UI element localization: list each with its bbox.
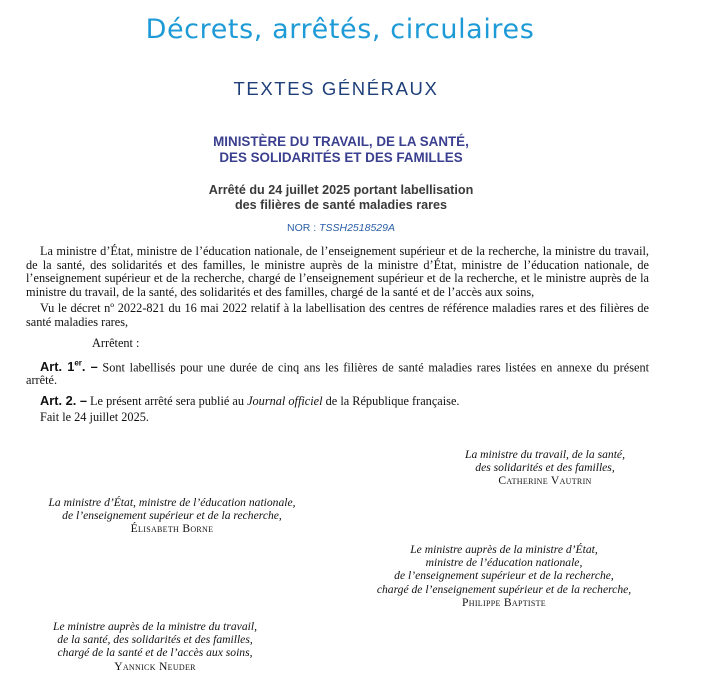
ministry-heading xyxy=(0,134,682,166)
nor-code: TSSH2518529A xyxy=(319,222,395,234)
arrete-title xyxy=(0,183,682,213)
ministry-line-2: DES SOLIDARITÉS ET DES FAMILLES xyxy=(219,150,463,165)
nor-label: NOR : xyxy=(287,222,320,234)
signature-role-line: Le ministre auprès de la ministre d’État, xyxy=(410,543,598,556)
arrete-title-line-2: des filières de santé maladies rares xyxy=(234,198,448,212)
article-1-label: Art. 1er. – xyxy=(40,358,98,374)
preamble-paragraph: La ministre d’État, ministre de l’éducation nationale, de l’enseignement supérieur et de la recherche, la ministre du travail, de la santé, des solidarités et des familles, le ministre auprès de la ministre d’État, ministre de l’éducation nationale, de l’enseignement supérieur et de la recherche, chargé de l’enseignement supérieur et de la recherche, et le ministre auprès de la ministre du travail, de la santé, des solidarités et des familles, chargé de la santé et de l’accès aux soins, xyxy=(26,244,649,299)
signature-block-vautrin xyxy=(420,448,670,488)
signature-role-line: chargé de la santé et de l’accès aux soins, xyxy=(57,646,253,660)
signatory-name: Catherine Vautrin xyxy=(498,474,592,488)
signatory-name: Yannick Neuder xyxy=(114,659,196,673)
article-2-label: Art. 2. – xyxy=(40,392,87,408)
signature-role-line: des solidarités et des familles, xyxy=(475,461,615,475)
section-heading: TEXTES GÉNÉRAUX xyxy=(233,78,439,99)
vu-paragraph: Vu le décret nº 2022-821 du 16 mai 2022 relatif à la labellisation des centres de référence maladies rares et des filières de santé maladies rares, xyxy=(26,301,649,329)
arrete-body xyxy=(26,245,649,428)
signature-role-line: de la santé, des solidarités et des familles, xyxy=(57,633,253,647)
signatory-name: Élisabeth Borne xyxy=(130,522,214,536)
signature-block-borne xyxy=(14,496,330,536)
nor-reference xyxy=(0,222,682,234)
signature-role-line: La ministre d’État, ministre de l’éducation nationale, xyxy=(48,496,296,509)
signature-role-line: de l’enseignement supérieur et de la recherche, xyxy=(62,509,282,523)
ministry-line-1: MINISTÈRE DU TRAVAIL, DE LA SANTÉ, xyxy=(213,134,469,149)
arrete-title-line-1: Arrêté du 24 juillet 2025 portant labellisation xyxy=(208,183,474,197)
signatory-name: Philippe Baptiste xyxy=(462,595,546,609)
signature-role-line: Le ministre auprès de la ministre du travail, xyxy=(53,620,257,633)
arretent-line: Arrêtent : xyxy=(92,336,140,350)
signature-role-line: ministre de l’éducation nationale, xyxy=(425,556,583,570)
signature-role-line: de l’enseignement supérieur et de la recherche, xyxy=(394,569,614,583)
signature-block-neuder xyxy=(10,620,300,673)
signature-role-line: La ministre du travail, de la santé, xyxy=(465,448,625,461)
journal-officiel-text: Journal officiel xyxy=(247,393,323,408)
signature-block-baptiste xyxy=(322,543,686,609)
article-1-text: Sont labellisés pour une durée de cinq ans les filières de santé maladies rares listées en annexe du présent arrêté. xyxy=(26,359,650,388)
signature-role-line: chargé de l’enseignement supérieur et de la recherche, xyxy=(376,582,632,596)
page-title: Décrets, arrêtés, circulaires xyxy=(145,14,535,45)
article-1 xyxy=(26,357,649,388)
article-2: Art. 2. – Le présent arrêté sera publié au Journal officiel de la République française. xyxy=(40,392,460,408)
fait-le-line: Fait le 24 juillet 2025. xyxy=(40,410,149,425)
